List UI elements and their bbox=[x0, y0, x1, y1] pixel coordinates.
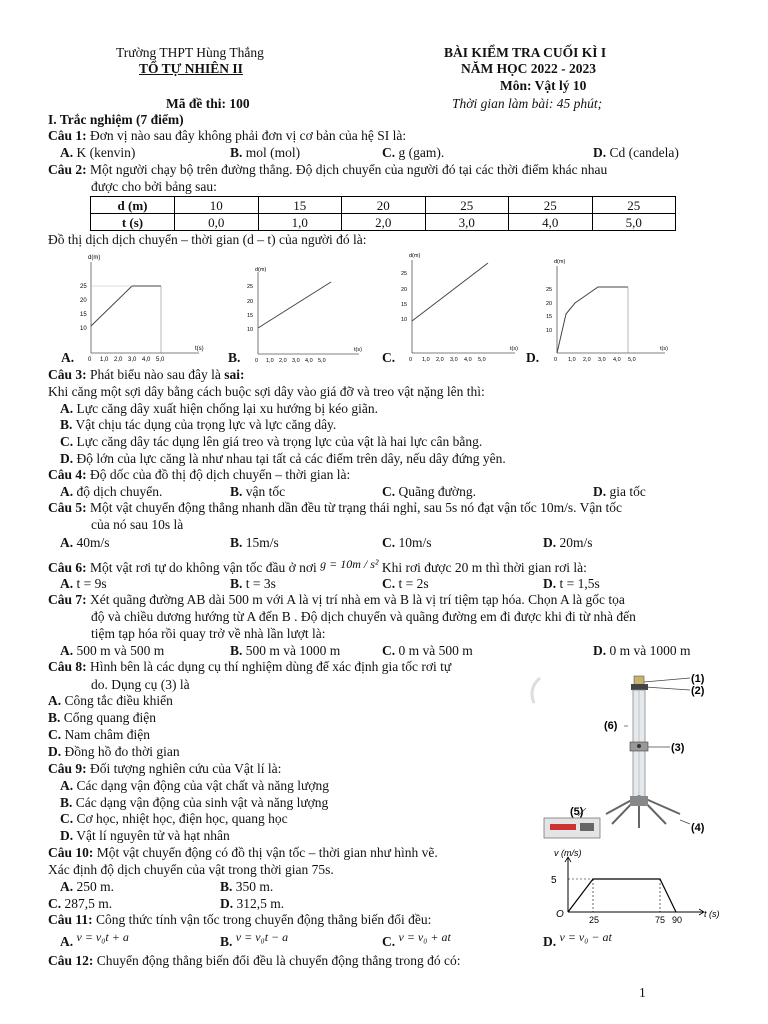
option-c[interactable]: C. Cơ học, nhiệt học, điện học, quang học bbox=[60, 811, 288, 826]
svg-text:15: 15 bbox=[401, 302, 408, 308]
exam-code: Mã đề thi: 100 bbox=[166, 96, 250, 111]
x-tick: 25 bbox=[589, 915, 600, 925]
option-a[interactable]: A. độ dịch chuyển. bbox=[60, 484, 163, 499]
graph-line bbox=[91, 286, 161, 326]
axis-x-label: t (s) bbox=[704, 909, 720, 919]
svg-text:4,0: 4,0 bbox=[464, 357, 472, 363]
option-c[interactable]: C. Quãng đường. bbox=[382, 484, 476, 499]
option-b[interactable]: B. 15m/s bbox=[230, 535, 279, 550]
option-b[interactable]: B. Vật chịu tác dụng của trọng lực và lực căng dây. bbox=[60, 417, 337, 432]
origin-label: 0 bbox=[88, 357, 92, 363]
table-row bbox=[91, 214, 676, 231]
question-10: Câu 10: Một vật chuyển động có đồ thị vận tốc – thời gian như hình vẽ. bbox=[48, 845, 438, 860]
svg-text:10: 10 bbox=[401, 317, 408, 323]
option-a[interactable]: A. Các dạng vận động của vật chất và năng lượng bbox=[60, 778, 329, 793]
option-b[interactable]: B. t = 3s bbox=[230, 576, 276, 591]
question-11: Câu 11: Công thức tính vận tốc trong chuyển động thẳng biến đổi đều: bbox=[48, 912, 432, 927]
option-a[interactable]: A. v = v₀t + a bbox=[60, 930, 129, 949]
graph-d-label[interactable]: D. bbox=[526, 350, 540, 365]
option-d[interactable]: D. 20m/s bbox=[543, 535, 593, 550]
department-name: TỔ TỰ NHIÊN II bbox=[139, 61, 243, 76]
question-1 bbox=[48, 128, 406, 145]
section-title: I. Trắc nghiệm (7 điểm) bbox=[48, 112, 184, 127]
option-d[interactable]: D. Vật lí nguyên tử và hạt nhân bbox=[60, 828, 230, 843]
question-2-after: Đồ thị dịch dịch chuyển – thời gian (d – t) của người đó là: bbox=[48, 232, 367, 247]
school-name: Trường THPT Hùng Thắng bbox=[116, 45, 264, 60]
q4-options bbox=[60, 484, 720, 501]
graph-b bbox=[241, 262, 371, 365]
q7-options bbox=[60, 643, 720, 660]
v-value-label: 5 bbox=[551, 875, 557, 886]
svg-text:4,0: 4,0 bbox=[305, 358, 313, 364]
question-text: Đơn vị nào sau đây không phải đơn vị cơ bản của hệ SI là: bbox=[86, 128, 407, 143]
table-cell: 1,0 bbox=[258, 214, 342, 231]
option-b[interactable]: B. 350 m. bbox=[220, 879, 274, 894]
svg-text:0: 0 bbox=[554, 357, 558, 363]
option-a[interactable]: A. 40m/s bbox=[60, 535, 110, 550]
question-5: Câu 5: Một vật chuyển động thẳng nhanh dần đều từ trạng thái nghỉ, sau 5s nó đạt vận tốc 10m/s. Vận tốc bbox=[48, 500, 622, 515]
svg-text:4,0: 4,0 bbox=[142, 357, 151, 363]
option-a[interactable]: A. t = 9s bbox=[60, 576, 107, 591]
svg-text:1,0: 1,0 bbox=[100, 357, 109, 363]
svg-text:2,0: 2,0 bbox=[114, 357, 123, 363]
figure-label: (5) bbox=[570, 806, 584, 818]
option-b[interactable]: B. v = v₀t − a bbox=[220, 930, 289, 949]
question-8-text-2: do. Dụng cụ (3) là bbox=[91, 677, 190, 692]
svg-text:3,0: 3,0 bbox=[292, 358, 300, 364]
option-d[interactable]: D. Đồng hồ đo thời gian bbox=[48, 744, 180, 759]
question-10-text-2: Xác định độ dịch chuyển của vật trong thời gian 75s. bbox=[48, 862, 334, 877]
question-7: Câu 7: Xét quãng đường AB dài 500 m với A là vị trí nhà em và B là vị trí tiệm tạp hóa. Chọn A là gốc tọa bbox=[48, 592, 625, 607]
option-c[interactable]: C. 0 m và 500 m bbox=[382, 643, 473, 658]
question-3: Câu 3: Phát biểu nào sau đây là sai: bbox=[48, 367, 245, 382]
svg-text:2,0: 2,0 bbox=[436, 357, 444, 363]
option-c[interactable]: C. g (gam). bbox=[382, 145, 445, 160]
svg-text:25: 25 bbox=[401, 271, 408, 277]
option-a[interactable]: A. 500 m và 500 m bbox=[60, 643, 165, 658]
option-c[interactable]: C. t = 2s bbox=[382, 576, 429, 591]
svg-text:t(s): t(s) bbox=[354, 347, 362, 353]
svg-text:3,0: 3,0 bbox=[128, 357, 137, 363]
q11-options bbox=[60, 930, 720, 951]
svg-text:4,0: 4,0 bbox=[613, 357, 621, 363]
origin-label: O bbox=[556, 909, 564, 920]
graph-a-label[interactable]: A. bbox=[61, 350, 75, 365]
svg-text:25: 25 bbox=[247, 284, 254, 290]
question-2 bbox=[48, 162, 607, 179]
graph-b-label[interactable]: B. bbox=[228, 350, 241, 365]
svg-text:20: 20 bbox=[546, 301, 553, 307]
svg-text:20: 20 bbox=[247, 299, 254, 305]
velocity-time-graph bbox=[548, 845, 728, 925]
subject: Môn: Vật lý 10 bbox=[500, 78, 587, 93]
svg-text:t(s): t(s) bbox=[660, 346, 668, 352]
graph-line bbox=[557, 287, 628, 353]
table-cell: 20 bbox=[342, 197, 426, 214]
axis-y-label: v (m/s) bbox=[554, 848, 582, 858]
svg-text:15: 15 bbox=[80, 312, 87, 318]
figure-label: (1) bbox=[691, 673, 705, 685]
question-number: Câu 1: bbox=[48, 128, 87, 143]
table-cell: 2,0 bbox=[342, 214, 426, 231]
option-b[interactable]: B. Cổng quang điện bbox=[48, 710, 157, 725]
graph-line bbox=[412, 263, 488, 321]
option-d[interactable]: D. gia tốc bbox=[593, 484, 646, 499]
svg-text:5,0: 5,0 bbox=[478, 357, 486, 363]
svg-text:25: 25 bbox=[546, 287, 553, 293]
svg-text:1,0: 1,0 bbox=[568, 357, 576, 363]
svg-text:5,0: 5,0 bbox=[628, 357, 636, 363]
option-c[interactable]: C. 10m/s bbox=[382, 535, 432, 550]
svg-text:2,0: 2,0 bbox=[583, 357, 591, 363]
table-cell: 25 bbox=[592, 197, 676, 214]
table-row bbox=[91, 197, 676, 214]
svg-text:d(m): d(m) bbox=[554, 259, 566, 265]
option-d[interactable]: D. 312,5 m. bbox=[220, 896, 285, 911]
question-number: Câu 2: bbox=[48, 162, 87, 177]
question-6: Câu 6: Một vật rơi tự do không vận tốc đầu ở nơi g = 10m / s² Khi rơi được 20 m thì thời gian rơi là: bbox=[48, 557, 587, 575]
apparatus-figure bbox=[520, 668, 730, 840]
option-a[interactable]: A. Lực căng dây xuất hiện chống lại xu hướng bị kéo giãn. bbox=[60, 401, 378, 416]
table-cell: 0,0 bbox=[175, 214, 259, 231]
question-12: Câu 12: Chuyển động thẳng biến đổi đều là chuyển động thẳng trong đó có: bbox=[48, 953, 461, 968]
svg-text:25: 25 bbox=[80, 284, 87, 290]
figure-label: (3) bbox=[671, 742, 685, 754]
question-7-text-3: tiệm tạp hóa rồi quay trở về nhà lần lượt là: bbox=[91, 626, 326, 641]
option-a[interactable]: A. Công tắc điều khiển bbox=[48, 693, 173, 708]
svg-text:1,0: 1,0 bbox=[422, 357, 430, 363]
q6-options bbox=[60, 576, 720, 593]
svg-text:20: 20 bbox=[80, 298, 87, 304]
option-b[interactable]: B. 500 m và 1000 m bbox=[230, 643, 341, 658]
axis-y-label: d(m) bbox=[88, 255, 101, 261]
option-d[interactable]: D. Cd (candela) bbox=[593, 145, 679, 160]
page-number: 1 bbox=[639, 985, 646, 1000]
question-5-text-2: của nó sau 10s là bbox=[91, 517, 184, 532]
table-cell: 10 bbox=[175, 197, 259, 214]
option-d[interactable]: D. Độ lớn của lực căng là như nhau tại tất cả các điểm trên dây, nếu dây đứng yên. bbox=[60, 451, 506, 466]
figure-label: (2) bbox=[691, 685, 705, 697]
figure-label: (4) bbox=[691, 822, 705, 834]
svg-text:10: 10 bbox=[80, 326, 87, 332]
table-cell: 25 bbox=[509, 197, 593, 214]
q5-options bbox=[60, 535, 720, 552]
q1-options bbox=[60, 145, 720, 162]
option-c[interactable]: C. Lực căng dây tác dụng lên giá treo và trọng lực của vật là hai lực cân bằng. bbox=[60, 434, 483, 449]
svg-text:1,0: 1,0 bbox=[266, 358, 274, 364]
option-b[interactable]: B. Các dạng vận động của sinh vật và năng lượng bbox=[60, 795, 329, 810]
svg-text:2,0: 2,0 bbox=[279, 358, 287, 364]
row-header: t (s) bbox=[91, 214, 175, 231]
table-cell: 5,0 bbox=[592, 214, 676, 231]
table-cell: 25 bbox=[425, 197, 509, 214]
option-c[interactable]: C. 287,5 m. bbox=[48, 896, 113, 911]
svg-text:15: 15 bbox=[546, 314, 553, 320]
option-c[interactable]: C. Nam châm điện bbox=[48, 727, 150, 742]
question-3-text-2: Khi căng một sợi dây bằng cách buộc sợi dây vào giá đỡ và treo vật nặng lên thì: bbox=[48, 384, 485, 399]
graph-c bbox=[395, 248, 525, 365]
svg-text:d(m): d(m) bbox=[409, 253, 421, 259]
question-2-text-2: được cho bởi bảng sau: bbox=[91, 179, 217, 194]
svg-text:10: 10 bbox=[247, 327, 254, 333]
question-7-text-2: độ và chiều dương hướng từ A đến B . Độ dịch chuyển và quãng đường em đi được khi đi từ nhà đến bbox=[91, 609, 636, 624]
axis-x-label: t(s) bbox=[195, 346, 204, 352]
question-text: Một người chạy bộ trên đường thẳng. Độ dịch chuyển của người đó tại các thời điểm khác nhau bbox=[86, 162, 608, 177]
table-cell: 15 bbox=[258, 197, 342, 214]
svg-text:15: 15 bbox=[247, 313, 254, 319]
svg-text:10: 10 bbox=[546, 328, 553, 334]
school-year: NĂM HỌC 2022 - 2023 bbox=[461, 61, 596, 76]
graph-d bbox=[540, 254, 670, 365]
x-tick: 75 bbox=[655, 915, 666, 925]
graph-a bbox=[74, 250, 214, 365]
option-d[interactable]: D. v = v₀ − at bbox=[543, 930, 612, 949]
table-cell: 4,0 bbox=[509, 214, 593, 231]
option-d[interactable]: D. t = 1,5s bbox=[543, 576, 600, 591]
svg-text:5,0: 5,0 bbox=[156, 357, 165, 363]
question-9: Câu 9: Đối tượng nghiên cứu của Vật lí là: bbox=[48, 761, 282, 776]
graph-c-label[interactable]: C. bbox=[382, 350, 396, 365]
svg-text:20: 20 bbox=[401, 287, 408, 293]
exam-title: BÀI KIỂM TRA CUỐI KÌ I bbox=[444, 45, 607, 60]
svg-text:3,0: 3,0 bbox=[450, 357, 458, 363]
svg-text:d(m): d(m) bbox=[255, 267, 267, 273]
x-tick: 90 bbox=[672, 915, 683, 925]
svg-text:3,0: 3,0 bbox=[598, 357, 606, 363]
option-b[interactable]: B. vận tốc bbox=[230, 484, 286, 499]
option-c[interactable]: C. v = v₀ + at bbox=[382, 930, 451, 949]
figure-label: (6) bbox=[604, 720, 618, 732]
question-4: Câu 4: Độ dốc của đồ thị độ dịch chuyển – thời gian là: bbox=[48, 467, 351, 482]
svg-text:5,0: 5,0 bbox=[318, 358, 326, 364]
svg-text:0: 0 bbox=[255, 358, 259, 364]
table-cell: 3,0 bbox=[425, 214, 509, 231]
formula: g = 10m / s² bbox=[320, 557, 379, 571]
svg-text:t(s): t(s) bbox=[510, 346, 518, 352]
option-d[interactable]: D. 0 m và 1000 m bbox=[593, 643, 691, 658]
graph-line bbox=[258, 282, 331, 328]
row-header: d (m) bbox=[91, 197, 175, 214]
question-8: Câu 8: Hình bên là các dụng cụ thí nghiệm dùng để xác định gia tốc rơi tự bbox=[48, 659, 452, 674]
option-a[interactable]: A. 250 m. bbox=[60, 879, 115, 894]
question-emphasis: sai: bbox=[224, 367, 245, 382]
data-table bbox=[90, 196, 676, 231]
option-a[interactable]: A. K (kenvin) bbox=[60, 145, 136, 160]
option-b[interactable]: B. mol (mol) bbox=[230, 145, 301, 160]
time-limit: Thời gian làm bài: 45 phút; bbox=[452, 96, 603, 111]
svg-text:0: 0 bbox=[409, 357, 413, 363]
